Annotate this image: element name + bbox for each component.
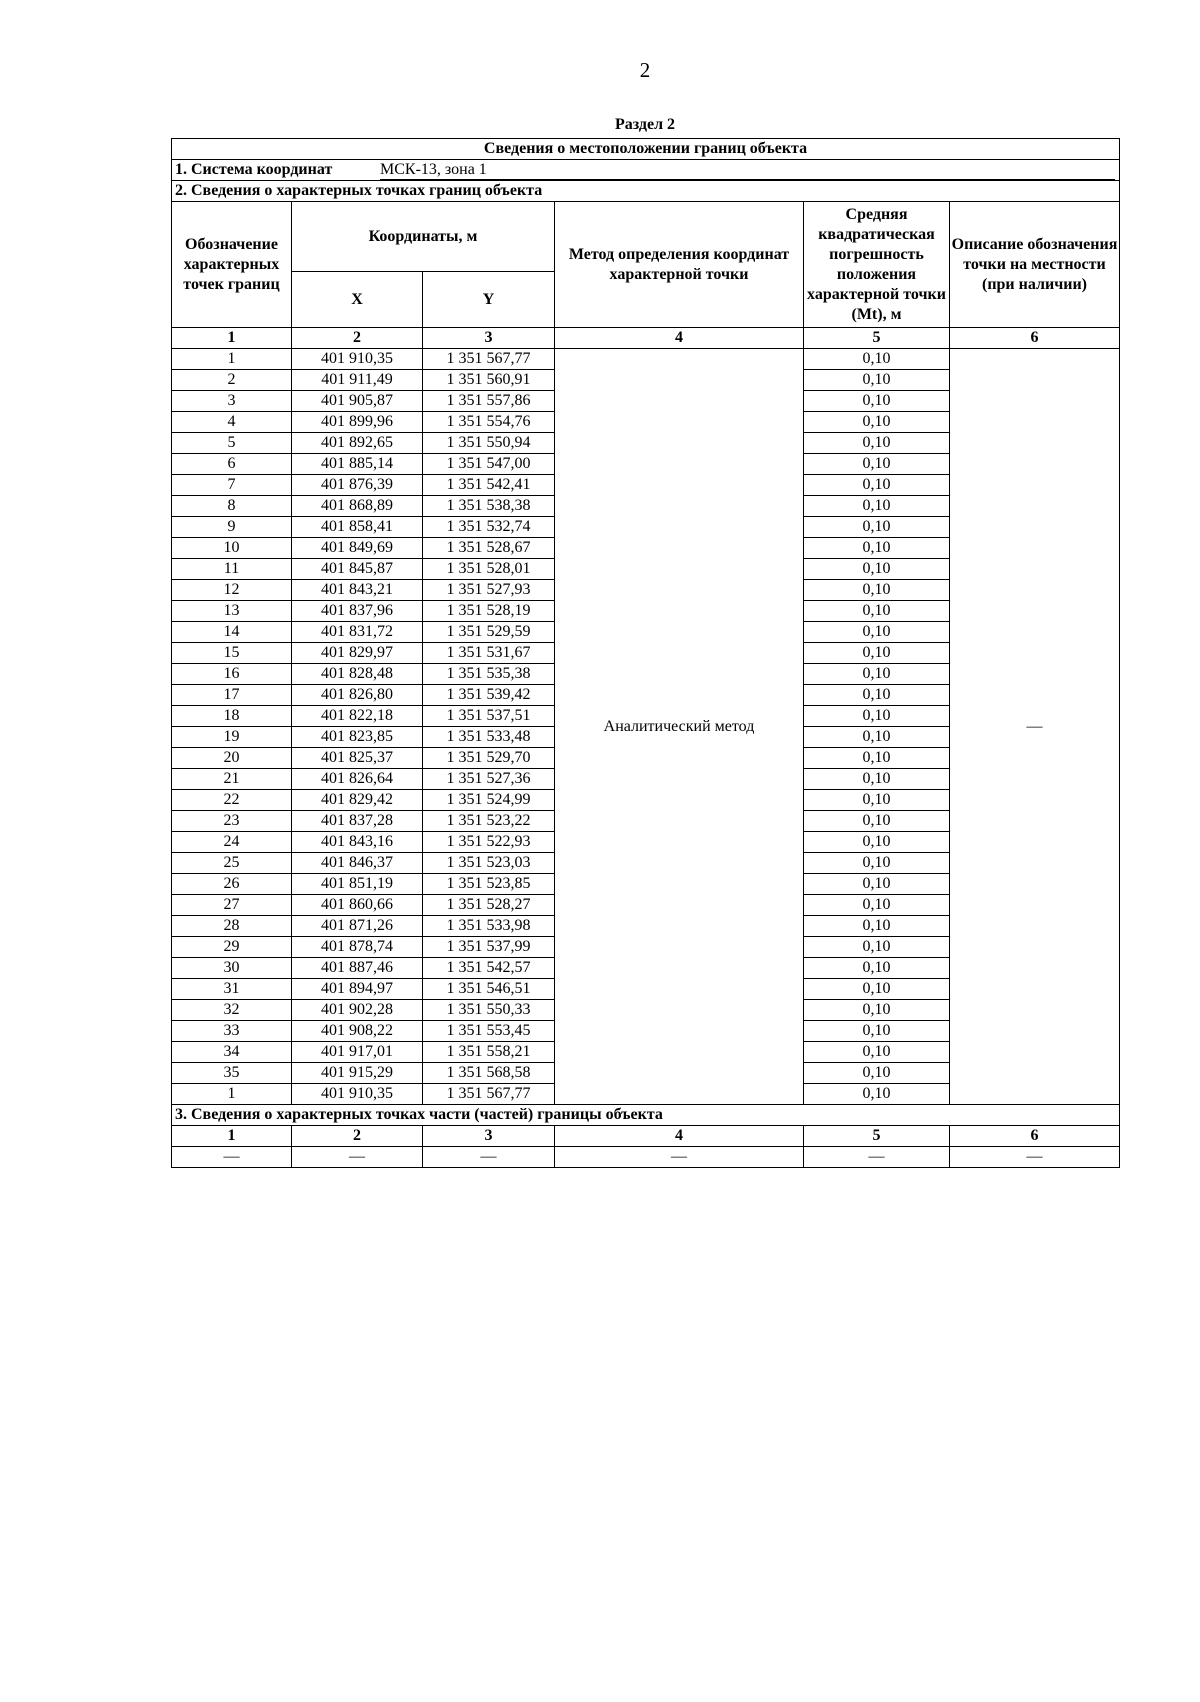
table-title: Сведения о местоположении границ объекта	[172, 139, 1120, 160]
parts-column-number: 1	[172, 1126, 292, 1147]
point-x: 401 871,26	[292, 916, 423, 937]
point-number: 11	[172, 559, 292, 580]
point-x: 401 878,74	[292, 937, 423, 958]
point-mt: 0,10	[804, 580, 950, 601]
point-y: 1 351 533,98	[423, 916, 555, 937]
point-x: 401 910,35	[292, 1084, 423, 1105]
point-mt: 0,10	[804, 979, 950, 1000]
point-x: 401 829,42	[292, 790, 423, 811]
point-mt: 0,10	[804, 433, 950, 454]
column-numbers-row	[172, 328, 1120, 349]
point-mt: 0,10	[804, 622, 950, 643]
point-y: 1 351 546,51	[423, 979, 555, 1000]
point-x: 401 846,37	[292, 853, 423, 874]
column-number: 4	[555, 328, 804, 349]
point-mt: 0,10	[804, 790, 950, 811]
point-number: 6	[172, 454, 292, 475]
point-y: 1 351 557,86	[423, 391, 555, 412]
point-mt: 0,10	[804, 727, 950, 748]
method-cell: Аналитический метод	[555, 349, 804, 1105]
point-x: 401 910,35	[292, 349, 423, 370]
point-y: 1 351 538,38	[423, 496, 555, 517]
point-y: 1 351 531,67	[423, 643, 555, 664]
point-number: 35	[172, 1063, 292, 1084]
point-number: 14	[172, 622, 292, 643]
point-x: 401 860,66	[292, 895, 423, 916]
point-y: 1 351 527,36	[423, 769, 555, 790]
point-number: 28	[172, 916, 292, 937]
point-x: 401 894,97	[292, 979, 423, 1000]
point-x: 401 826,80	[292, 685, 423, 706]
point-mt: 0,10	[804, 916, 950, 937]
point-x: 401 822,18	[292, 706, 423, 727]
point-mt: 0,10	[804, 832, 950, 853]
point-mt: 0,10	[804, 811, 950, 832]
boundary-table	[171, 138, 1120, 1168]
point-number: 4	[172, 412, 292, 433]
point-y: 1 351 529,70	[423, 748, 555, 769]
points-section-title: 2. Сведения о характерных точках границ объекта	[172, 181, 1120, 202]
point-number: 27	[172, 895, 292, 916]
point-x: 401 858,41	[292, 517, 423, 538]
parts-column-number: 2	[292, 1126, 423, 1147]
point-number: 34	[172, 1042, 292, 1063]
point-mt: 0,10	[804, 412, 950, 433]
point-y: 1 351 553,45	[423, 1021, 555, 1042]
point-number: 33	[172, 1021, 292, 1042]
point-x: 401 892,65	[292, 433, 423, 454]
point-number: 10	[172, 538, 292, 559]
point-number: 32	[172, 1000, 292, 1021]
point-number: 24	[172, 832, 292, 853]
description-cell: —	[950, 349, 1120, 1105]
point-number: 29	[172, 937, 292, 958]
parts-column-numbers-row	[172, 1126, 1120, 1147]
point-x: 401 899,96	[292, 412, 423, 433]
header-description: Описание обозначения точки на местности (при наличии)	[950, 202, 1120, 328]
point-y: 1 351 529,59	[423, 622, 555, 643]
point-mt: 0,10	[804, 601, 950, 622]
parts-cell: —	[804, 1147, 950, 1168]
point-number: 9	[172, 517, 292, 538]
point-mt: 0,10	[804, 454, 950, 475]
point-y: 1 351 528,19	[423, 601, 555, 622]
point-y: 1 351 528,01	[423, 559, 555, 580]
parts-column-number: 3	[423, 1126, 555, 1147]
point-mt: 0,10	[804, 664, 950, 685]
point-number: 17	[172, 685, 292, 706]
header-coords: Координаты, м	[292, 202, 555, 272]
header-method: Метод определения координат характерной точки	[555, 202, 804, 328]
point-y: 1 351 532,74	[423, 517, 555, 538]
point-x: 401 868,89	[292, 496, 423, 517]
coord-system-value: МСК-13, зона 1	[380, 160, 1115, 180]
point-x: 401 825,37	[292, 748, 423, 769]
parts-column-number: 6	[950, 1126, 1120, 1147]
point-number: 31	[172, 979, 292, 1000]
point-mt: 0,10	[804, 1063, 950, 1084]
point-y: 1 351 550,94	[423, 433, 555, 454]
point-x: 401 917,01	[292, 1042, 423, 1063]
point-y: 1 351 567,77	[423, 349, 555, 370]
header-x: X	[292, 272, 423, 328]
point-number: 19	[172, 727, 292, 748]
table-row	[172, 349, 1120, 370]
coord-system-row	[172, 160, 1120, 181]
point-mt: 0,10	[804, 370, 950, 391]
coord-system-label: 1. Система координат	[175, 161, 333, 178]
point-number: 7	[172, 475, 292, 496]
point-number: 1	[172, 349, 292, 370]
point-mt: 0,10	[804, 937, 950, 958]
point-x: 401 911,49	[292, 370, 423, 391]
point-x: 401 843,16	[292, 832, 423, 853]
point-mt: 0,10	[804, 391, 950, 412]
point-y: 1 351 550,33	[423, 1000, 555, 1021]
point-mt: 0,10	[804, 874, 950, 895]
point-number: 25	[172, 853, 292, 874]
point-number: 2	[172, 370, 292, 391]
point-x: 401 851,19	[292, 874, 423, 895]
point-number: 12	[172, 580, 292, 601]
point-number: 16	[172, 664, 292, 685]
column-number: 6	[950, 328, 1120, 349]
point-mt: 0,10	[804, 1084, 950, 1105]
parts-row	[172, 1147, 1120, 1168]
parts-cell: —	[555, 1147, 804, 1168]
header-error: Средняя квадратическая погрешность положения характерной точки (Mt), м	[804, 202, 950, 328]
point-number: 22	[172, 790, 292, 811]
point-mt: 0,10	[804, 475, 950, 496]
point-mt: 0,10	[804, 748, 950, 769]
point-y: 1 351 528,27	[423, 895, 555, 916]
point-y: 1 351 523,22	[423, 811, 555, 832]
point-x: 401 915,29	[292, 1063, 423, 1084]
point-number: 23	[172, 811, 292, 832]
section-title: Раздел 2	[614, 116, 676, 133]
point-number: 15	[172, 643, 292, 664]
point-y: 1 351 560,91	[423, 370, 555, 391]
point-x: 401 828,48	[292, 664, 423, 685]
point-y: 1 351 542,41	[423, 475, 555, 496]
point-x: 401 843,21	[292, 580, 423, 601]
column-number: 3	[423, 328, 555, 349]
point-mt: 0,10	[804, 517, 950, 538]
column-number: 1	[172, 328, 292, 349]
point-y: 1 351 554,76	[423, 412, 555, 433]
header-designation: Обозначение характерных точек границ	[172, 202, 292, 328]
point-y: 1 351 535,38	[423, 664, 555, 685]
point-number: 8	[172, 496, 292, 517]
column-number: 5	[804, 328, 950, 349]
point-number: 21	[172, 769, 292, 790]
parts-cell: —	[423, 1147, 555, 1168]
point-y: 1 351 558,21	[423, 1042, 555, 1063]
point-mt: 0,10	[804, 706, 950, 727]
parts-cell: —	[950, 1147, 1120, 1168]
point-mt: 0,10	[804, 643, 950, 664]
point-mt: 0,10	[804, 1021, 950, 1042]
point-x: 401 845,87	[292, 559, 423, 580]
point-y: 1 351 533,48	[423, 727, 555, 748]
point-y: 1 351 522,93	[423, 832, 555, 853]
point-number: 3	[172, 391, 292, 412]
point-mt: 0,10	[804, 685, 950, 706]
point-x: 401 831,72	[292, 622, 423, 643]
point-x: 401 837,96	[292, 601, 423, 622]
point-mt: 0,10	[804, 349, 950, 370]
point-x: 401 902,28	[292, 1000, 423, 1021]
point-mt: 0,10	[804, 559, 950, 580]
point-number: 18	[172, 706, 292, 727]
parts-column-number: 4	[555, 1126, 804, 1147]
point-x: 401 837,28	[292, 811, 423, 832]
page-number: 2	[639, 58, 651, 82]
parts-cell: —	[292, 1147, 423, 1168]
point-number: 30	[172, 958, 292, 979]
point-x: 401 908,22	[292, 1021, 423, 1042]
point-y: 1 351 537,51	[423, 706, 555, 727]
point-mt: 0,10	[804, 1000, 950, 1021]
point-y: 1 351 547,00	[423, 454, 555, 475]
parts-column-number: 5	[804, 1126, 950, 1147]
point-y: 1 351 523,85	[423, 874, 555, 895]
point-y: 1 351 539,42	[423, 685, 555, 706]
point-x: 401 876,39	[292, 475, 423, 496]
point-number: 13	[172, 601, 292, 622]
point-x: 401 885,14	[292, 454, 423, 475]
point-x: 401 829,97	[292, 643, 423, 664]
point-mt: 0,10	[804, 853, 950, 874]
point-number: 26	[172, 874, 292, 895]
point-mt: 0,10	[804, 1042, 950, 1063]
point-number: 20	[172, 748, 292, 769]
point-number: 1	[172, 1084, 292, 1105]
point-x: 401 823,85	[292, 727, 423, 748]
point-y: 1 351 542,57	[423, 958, 555, 979]
point-mt: 0,10	[804, 895, 950, 916]
point-y: 1 351 567,77	[423, 1084, 555, 1105]
parts-section-title: 3. Сведения о характерных точках части (частей) границы объекта	[172, 1105, 1120, 1126]
point-mt: 0,10	[804, 769, 950, 790]
point-mt: 0,10	[804, 496, 950, 517]
point-x: 401 826,64	[292, 769, 423, 790]
parts-cell: —	[172, 1147, 292, 1168]
point-y: 1 351 537,99	[423, 937, 555, 958]
point-y: 1 351 568,58	[423, 1063, 555, 1084]
point-x: 401 849,69	[292, 538, 423, 559]
point-number: 5	[172, 433, 292, 454]
point-x: 401 887,46	[292, 958, 423, 979]
point-y: 1 351 524,99	[423, 790, 555, 811]
point-y: 1 351 523,03	[423, 853, 555, 874]
point-mt: 0,10	[804, 958, 950, 979]
point-y: 1 351 528,67	[423, 538, 555, 559]
column-number: 2	[292, 328, 423, 349]
point-x: 401 905,87	[292, 391, 423, 412]
header-y: Y	[423, 272, 555, 328]
point-mt: 0,10	[804, 538, 950, 559]
point-y: 1 351 527,93	[423, 580, 555, 601]
